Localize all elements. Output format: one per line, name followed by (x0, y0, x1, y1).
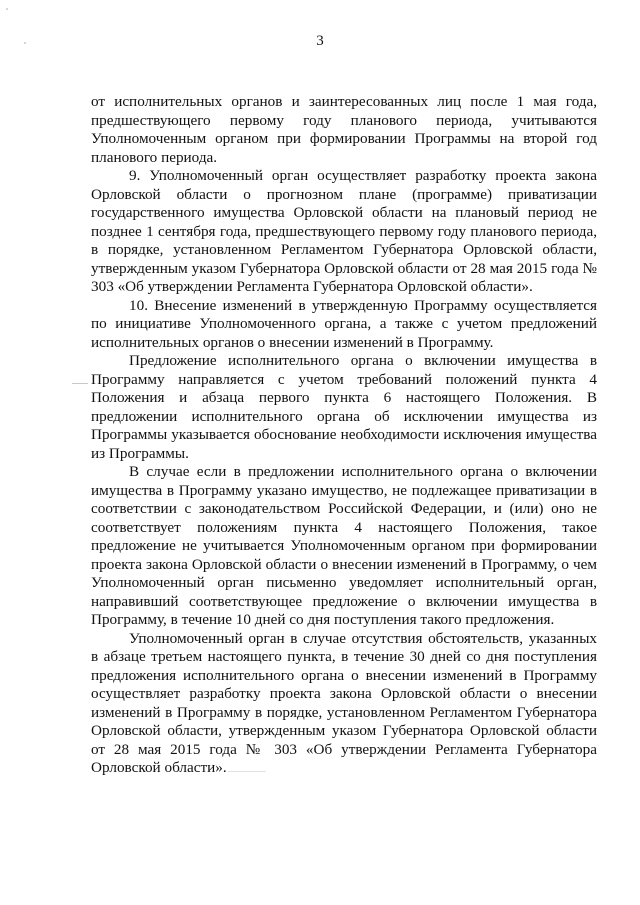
paragraph-rejection-case: В случае если в предложении исполнительного органа о включении имущества в Программу указано имущество, не подлежащее приватизации в соответствии с законодательством Российской Федерации, и (или) оно не соответствует положениям пункта 4 настоящего Положения, такое предложение не учитывается Уполномоченным органом при формировании проекта закона Орловской области о внесении изменений в Программу, о чем Уполномоченный орган письменно уведомляет исполнительный орган, направивший соответствующее предложение о включении имущества в Программу, в течение 10 дней со дня поступления такого предложения. (91, 463, 597, 628)
paragraph-inclusion-proposal: Предложение исполнительного органа о включении имущества в Программу направляется с учетом требований положений пункта 4 Положения и абзаца первого пункта 6 настоящего Положения. В предложении исполнительного органа об исключении имущества из Программы указывается обоснование необходимости исключения имущества из Программы. (91, 352, 597, 462)
scan-artifact (6, 8, 8, 10)
page-number: 3 (316, 33, 324, 49)
document-body (91, 93, 597, 778)
paragraph-item-9: 9. Уполномоченный орган осуществляет разработку проекта закона Орловской области о прогнозном плане (программе) приватизации государственного имущества Орловской области на плановый период не позднее 1 сентября года, предшествующего первому году планового периода, в порядке, установленном Регламентом Губернатора Орловской области, утвержденным указом Губернатора Орловской области от 28 мая 2015 года № 303 «Об утверждении Регламента Губернатора Орловской области». (91, 167, 597, 295)
scan-artifact (72, 383, 88, 384)
paragraph-item-10: 10. Внесение изменений в утвержденную Программу осуществляется по инициативе Уполномоченного органа, а также с учетом предложений исполнительных органов о внесении изменений в Программу. (91, 296, 597, 351)
paragraph-continuation: от исполнительных органов и заинтересованных лиц после 1 мая года, предшествующего первому году планового периода, учитываются Уполномоченным органом при формировании Программы на второй год планового периода. (91, 93, 597, 166)
paragraph-draft-law: Уполномоченный орган в случае отсутствия обстоятельств, указанных в абзаце третьем настоящего пункта, в течение 30 дней со дня поступления предложения исполнительного органа о внесении изменений в Программу осуществляет разработку проекта закона Орловской области о внесении изменений в Программу в порядке, установленном Регламентом Губернатора Орловской области, утвержденным указом Губернатора Орловской области от 28 мая 2015 года № 303 «Об утверждении Регламента Губернатора Орловской области». (91, 629, 597, 776)
